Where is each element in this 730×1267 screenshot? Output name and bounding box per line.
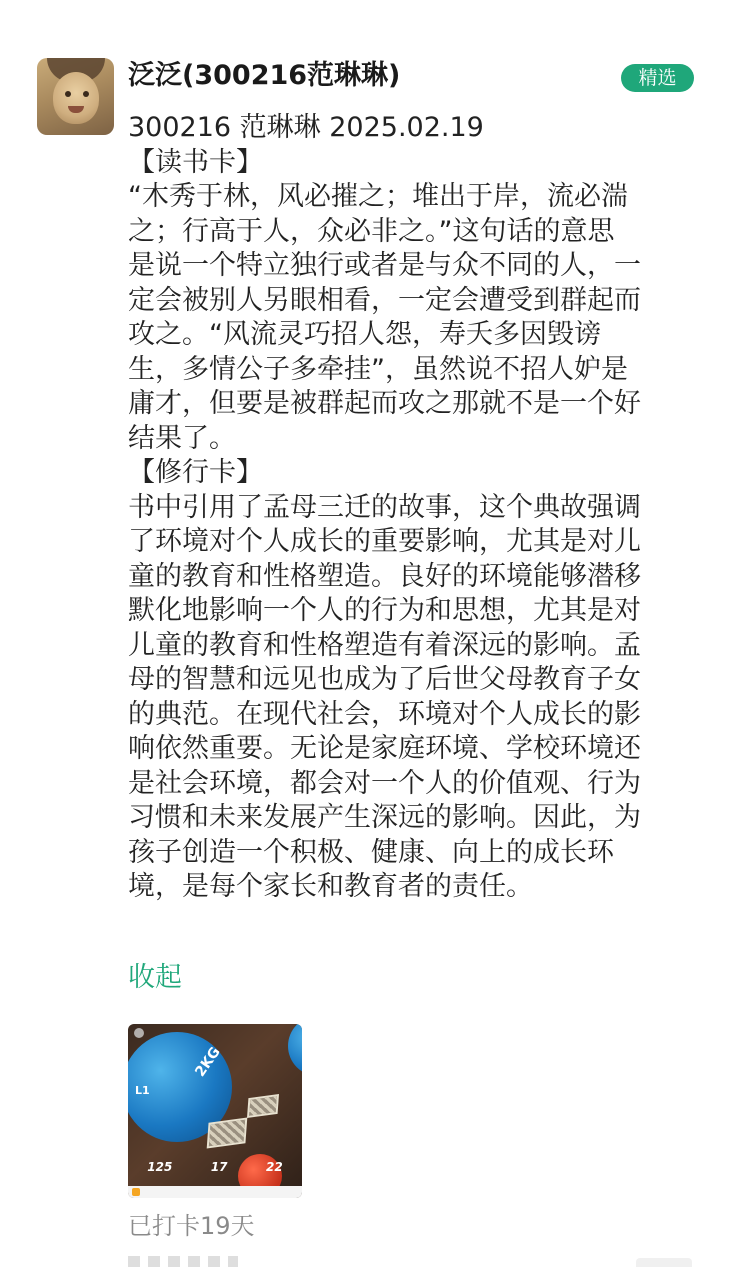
content-line: 境，是每个家长和教育者的责任。 [128, 871, 533, 902]
content-line: 了环境对个人成长的重要影响，尤其是对儿 [128, 526, 641, 557]
content-line: 习惯和未来发展产生深远的影响。因此，为 [128, 802, 641, 833]
card-stat-value: 125 [147, 1160, 173, 1174]
post-timestamp-cropped [128, 1256, 238, 1267]
content-line: 庸才，但要是被群起而攻之那就不是一个好 [128, 388, 641, 419]
content-line: 孩子创造一个积极、健康、向上的成长环 [128, 836, 614, 868]
content-line: 响依然重要。无论是家庭环境、学校环境还 [128, 733, 641, 764]
card-stat [266, 1160, 283, 1186]
content-line: 童的教育和性格塑造。良好的环境能够潜移 [128, 560, 641, 592]
kettlebell-weight-label: 2KG [192, 1044, 224, 1080]
card-stat [211, 1160, 228, 1186]
content-line: 是社会环境，都会对一个人的价值观、行为 [128, 767, 641, 799]
content-line: 【修行卡】 [128, 457, 263, 488]
content-line: 【读书卡】 [128, 146, 263, 178]
workout-image-card[interactable] [128, 1024, 302, 1198]
content-line: 儿童的教育和性格塑造有着深远的影响。孟 [128, 629, 641, 661]
card-stat [147, 1160, 172, 1186]
content-line: “木秀于林，风必摧之；堆出于岸，流必湍 [128, 181, 628, 212]
app-logo-icon [132, 1188, 140, 1196]
mini-mat-back [247, 1094, 279, 1118]
more-button-cropped[interactable] [636, 1258, 692, 1267]
checkin-count: 已打卡19天 [128, 1212, 255, 1240]
avatar-face [53, 72, 99, 124]
content-line: 的典范。在现代社会，环境对个人成长的影 [128, 698, 641, 730]
content-line: 结果了。 [128, 422, 236, 454]
content-line: 攻之。“风流灵巧招人怨，寿夭多因毁谤 [128, 319, 601, 350]
collapse-link[interactable]: 收起 [128, 962, 182, 993]
card-stat-value: 22 [266, 1160, 283, 1174]
avatar-eye-left [65, 91, 71, 97]
avatar[interactable] [37, 58, 114, 135]
timestamp-glyphs [128, 1256, 238, 1267]
mini-mat [207, 1117, 248, 1148]
avatar-eye-right [83, 91, 89, 97]
featured-badge: 精选 [621, 64, 694, 92]
card-footer [128, 1186, 302, 1198]
card-level: L1 [135, 1084, 150, 1097]
card-stats [128, 1160, 302, 1186]
content-line: 300216 范琳琳 2025.02.19 [128, 112, 484, 143]
content-line: 定会被别人另眼相看，一定会遭受到群起而 [128, 284, 641, 316]
card-user-avatar [134, 1028, 144, 1038]
content-line: 书中引用了孟母三迁的故事，这个典故强调 [128, 491, 641, 523]
username[interactable]: 泛泛(300216范琳琳) [128, 60, 401, 91]
kettlebell-ball-small [288, 1024, 302, 1076]
post-content [128, 111, 688, 905]
content-line: 生，多情公子多牵挂”，虽然说不招人妒是 [128, 353, 628, 385]
card-user-row [134, 1028, 144, 1038]
content-line: 是说一个特立独行或者是与众不同的人，一 [128, 250, 641, 281]
content-line: 母的智慧和远见也成为了后世父母教育子女 [128, 664, 641, 695]
card-stat-value: 17 [210, 1160, 228, 1174]
content-line: 之；行高于人，众必非之。”这句话的意思 [128, 215, 615, 247]
content-line: 默化地影响一个人的行为和思想，尤其是对 [128, 595, 641, 626]
